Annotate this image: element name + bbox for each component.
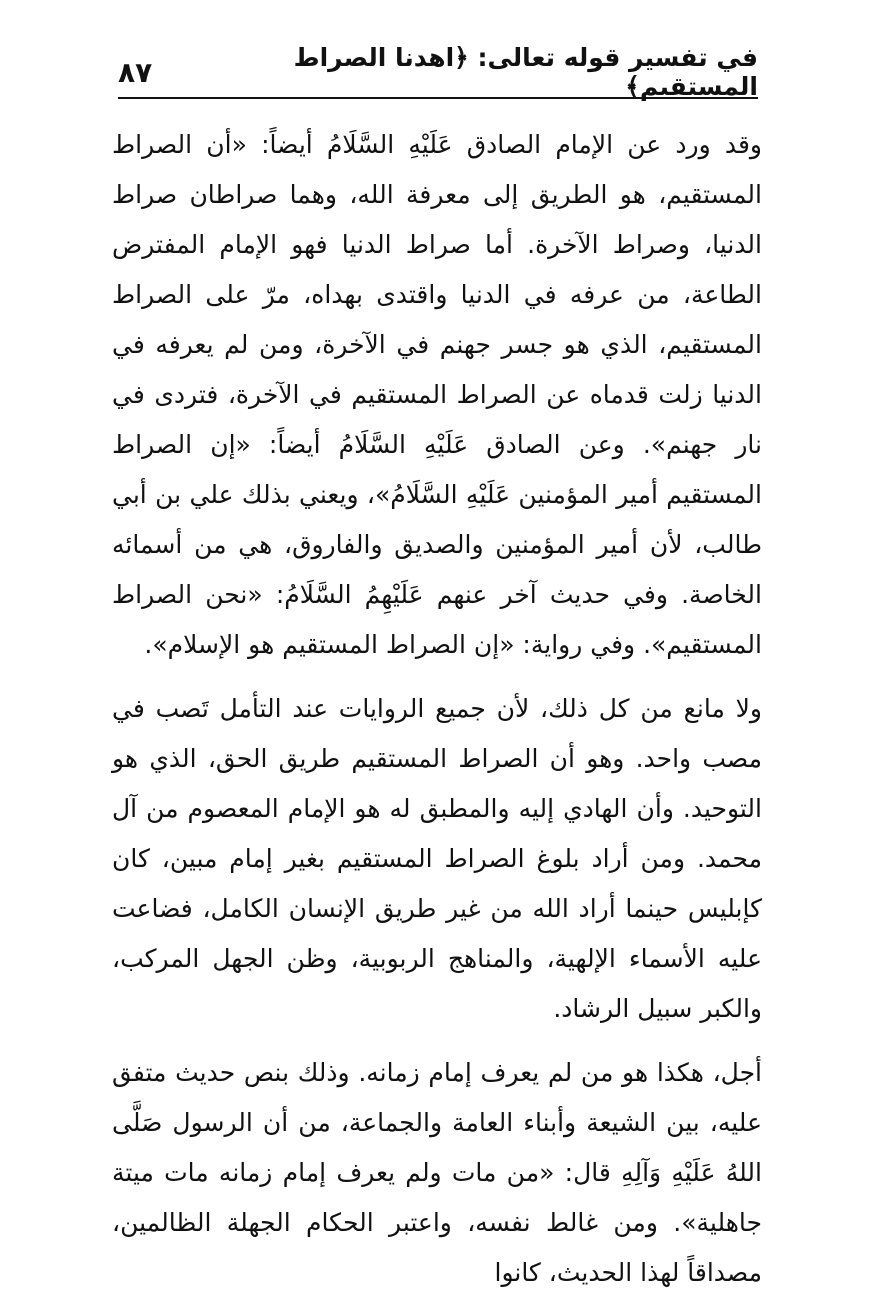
paragraph-3: أجل، هكذا هو من لم يعرف إمام زمانه. وذلك بنص حديث متفق عليه، بين الشيعة وأبناء العامة والجماعة، من أن الرسول صَلَّى اللهُ عَلَيْهِ وَآلِهِ قال: «من مات ولم يعرف إمام زمانه مات ميتة جاهلية». ومن غالط نفسه، واعتبر الحكام الجهلة الظالمين، مصداقاً لهذا الحديث، كانوا bbox=[112, 1058, 762, 1287]
paragraph-2: ولا مانع من كل ذلك، لأن جميع الروايات عند التأمل تَصب في مصب واحد. وهو أن الصراط المستقيم طريق الحق، الذي هو التوحيد. وأن الهادي إليه والمطبق له هو الإمام المعصوم من آل محمد. ومن أراد بلوغ الصراط المستقيم بغير إمام مبين، كان كإبليس حينما أراد الله من غير طريق الإنسان الكامل، فضاعت عليه الأسماء الإلهية، والمناهج الربوبية، وظن الجهل المركب، والكبر سبيل الرشاد. bbox=[112, 694, 762, 1023]
page-number: ٨٧ bbox=[118, 55, 153, 89]
body-text bbox=[112, 120, 762, 1298]
page-header bbox=[118, 43, 758, 101]
paragraph-1: وقد ورد عن الإمام الصادق عَلَيْهِ السَّلَامُ أيضاً: «أن الصراط المستقيم، هو الطريق إلى معرفة الله، وهما صراطان صراط الدنيا، وصراط الآخرة. أما صراط الدنيا فهو الإمام المفترض الطاعة، من عرفه في الدنيا واقتدى بهداه، مرّ على الصراط المستقيم، الذي هو جسر جهنم في الآخرة، ومن لم يعرفه في الدنيا زلت قدماه عن الصراط المستقيم في الآخرة، فتردى في نار جهنم». وعن الصادق عَلَيْهِ السَّلَامُ أيضاً: «إن الصراط المستقيم أمير المؤمنين عَلَيْهِ السَّلَامُ»، ويعني بذلك علي بن أبي طالب، لأن أمير المؤمنين والصديق والفاروق، هي من أسمائه الخاصة. وفي حديث آخر عنهم عَلَيْهِمُ السَّلَامُ: «نحن الصراط المستقيم». وفي رواية: «إن الصراط المستقيم هو الإسلام». bbox=[112, 130, 762, 659]
running-title: في تفسير قوله تعالى: ﴿اهدنا الصراط المستقيم﴾ bbox=[293, 43, 758, 101]
header-divider bbox=[118, 97, 758, 99]
